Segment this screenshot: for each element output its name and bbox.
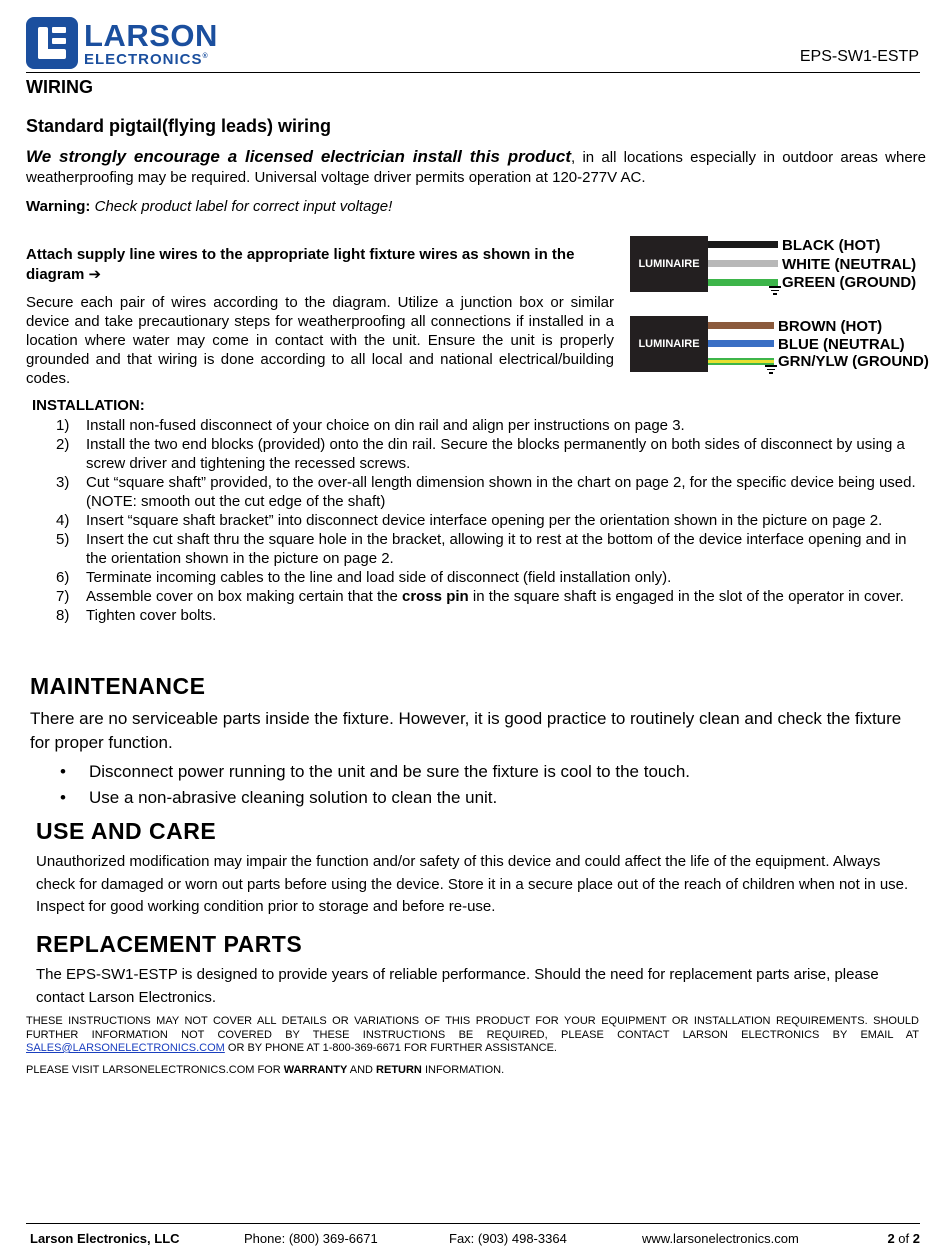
list-item: • Disconnect power running to the unit and be sure the fixture is cool to the touch. <box>60 759 690 785</box>
wire-label-grn-ylw: GRN/YLW (GROUND) <box>778 353 929 370</box>
installation-steps <box>26 416 916 625</box>
list-item: 7) Assemble cover on box making certain that the cross pin in the square shaft is engaged in the slot of the operator in cover. <box>56 588 904 605</box>
attach-instruction: Attach supply line wires to the appropriate light fixture wires as shown in the diagram ➔ <box>26 246 575 283</box>
visit-website-note: PLEASE VISIT LARSONELECTRONICS.COM FOR WARRANTY AND RETURN INFORMATION. <box>26 1064 505 1076</box>
footer-company: Larson Electronics, LLC <box>30 1231 180 1246</box>
ground-symbol-icon <box>765 365 777 375</box>
wire-label-blue: BLUE (NEUTRAL) <box>778 336 905 353</box>
voltage-warning: Warning: Check product label for correct input voltage! <box>26 198 393 215</box>
list-item: 4) Insert “square shaft bracket” into disconnect device interface opening per the orientation shown in the picture on page 2. <box>56 512 883 529</box>
wire-label-black: BLACK (HOT) <box>782 237 881 254</box>
list-item: 5) Insert the cut shaft thru the square hole in the bracket, allowing it to rest at the bottom of the device interface opening and in the orientation shown in the picture on page 2. <box>56 531 907 567</box>
maintenance-heading: MAINTENANCE <box>30 673 206 699</box>
maintenance-paragraph: There are no serviceable parts inside the fixture. However, it is good practice to routinely clean and check the fixture for proper function. <box>30 709 902 752</box>
footer-fax: Fax: (903) 498-3364 <box>449 1231 567 1246</box>
sales-email-link[interactable]: SALES@LARSONELECTRONICS.COM <box>26 1042 225 1054</box>
secure-wires-paragraph: Secure each pair of wires according to the diagram. Utilize a junction box or similar device and take precautionary steps for weatherproofing all connections if installed in a location where water may come in contact with the unit. Ensure the unit is properly grounded and that wiring is done according to all local and national electrical/building codes. <box>26 294 614 387</box>
wire-label-brown: BROWN (HOT) <box>778 318 883 335</box>
electrician-notice: We strongly encourage a licensed electrician install this product, in all locations especially in outdoor areas where weatherproofing may be required. Universal voltage driver permits operation at 120-277V AC. <box>26 147 926 186</box>
list-item: 2) Install the two end blocks (provided) onto the din rail. Secure the blocks permanently on both sides of disconnect by using a screw driver and tightening the recessed screws. <box>56 436 905 472</box>
wiring-diagram <box>630 236 930 376</box>
luminaire-box-1: LUMINAIRE <box>630 236 708 292</box>
header-divider <box>26 72 920 73</box>
footer-phone: Phone: (800) 369-6671 <box>244 1231 378 1246</box>
logo-line1: LARSON <box>84 17 218 53</box>
wire-label-white: WHITE (NEUTRAL) <box>782 256 917 273</box>
wire-white <box>708 260 778 267</box>
maintenance-bullets <box>60 759 690 811</box>
wiring-heading: WIRING <box>26 77 93 97</box>
ground-symbol-icon <box>769 286 781 296</box>
list-item: 3) Cut “square shaft” provided, to the over-all length dimension shown in the chart on page 2, for the specific device being used. (NOTE: smooth out the cut edge of the shaft) <box>56 474 916 510</box>
footer-divider <box>26 1223 920 1224</box>
replacement-parts-heading: REPLACEMENT PARTS <box>36 931 303 957</box>
footer-website: www.larsonelectronics.com <box>642 1231 799 1246</box>
logo-text <box>84 17 218 68</box>
logo-mark-icon <box>26 17 78 69</box>
wire-blue <box>708 340 774 347</box>
wire-label-green: GREEN (GROUND) <box>782 274 917 291</box>
pigtail-subheading: Standard pigtail(flying leads) wiring <box>26 116 332 136</box>
wire-green-yellow <box>708 358 774 365</box>
use-and-care-paragraph: Unauthorized modification may impair the function and/or safety of this device and could affect the life of the equipment. Always check for damaged or worn out parts before using the device. Store it in a secure place out of the reach of children when not in use. Inspect for good working condition prior to storage and before re-use. <box>36 853 909 915</box>
wire-black <box>708 241 778 248</box>
right-arrow-icon: ➔ <box>88 266 102 283</box>
list-item: • Use a non-abrasive cleaning solution to clean the unit. <box>60 785 690 811</box>
installation-heading: INSTALLATION: <box>32 397 145 414</box>
page-number: 2 of 2 <box>887 1231 920 1246</box>
list-item: 6) Terminate incoming cables to the line and load side of disconnect (field installation only). <box>56 569 672 586</box>
use-and-care-heading: USE AND CARE <box>36 818 217 844</box>
wire-green <box>708 279 778 286</box>
replacement-parts-paragraph: The EPS-SW1-ESTP is designed to provide years of reliable performance. Should the need for replacement parts arise, please contact Larson Electronics. <box>36 966 879 1006</box>
list-item: 8) Tighten cover bolts. <box>56 607 217 624</box>
company-logo <box>26 16 218 70</box>
logo-line2: ELECTRONICS® <box>84 50 209 68</box>
wire-brown <box>708 322 774 329</box>
disclaimer-paragraph: THESE INSTRUCTIONS MAY NOT COVER ALL DETAILS OR VARIATIONS OF THIS PRODUCT FOR YOUR EQUIPMENT OR INSTALLATION REQUIREMENTS. SHOULD FURTHER INFORMATION NOT COVERED BY THESE INSTRUCTIONS BE REQUIRED, PLEASE CONTACT LARSON ELECTRONICS BY EMAIL AT SALES@LARSONELECTRONICS.COM OR BY PHONE AT 1-800-369-6671 FOR FURTHER ASSISTANCE. <box>26 1015 919 1054</box>
document-code: EPS-SW1-ESTP <box>799 48 919 65</box>
list-item: 1) Install non-fused disconnect of your choice on din rail and align per instructions on page 3. <box>56 417 685 434</box>
luminaire-box-2: LUMINAIRE <box>630 316 708 372</box>
